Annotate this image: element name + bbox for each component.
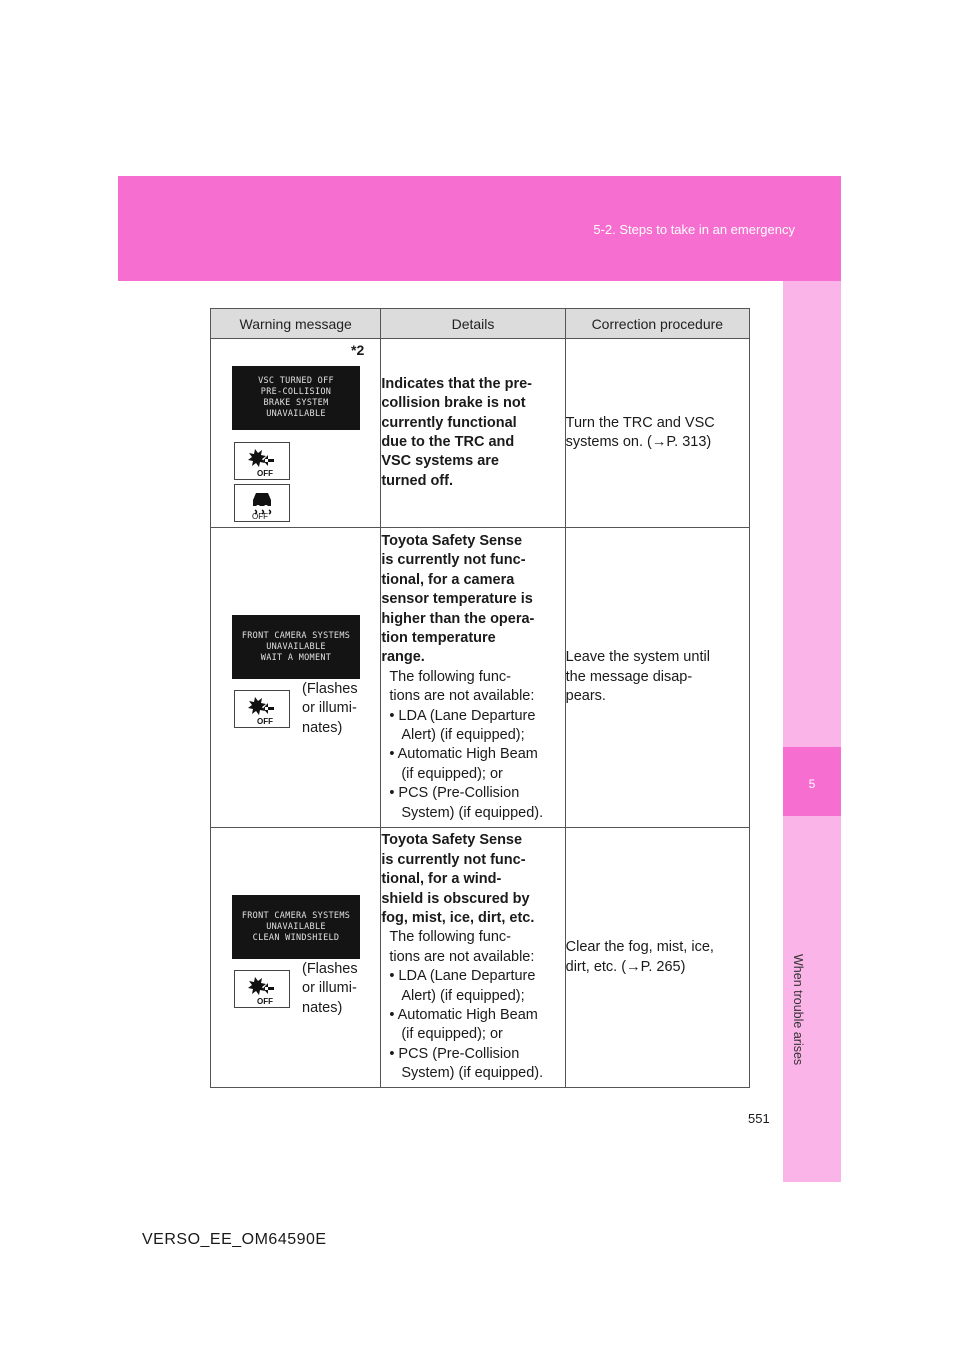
note-line: (Flashes: [302, 681, 358, 697]
details-line: tions are not available:: [389, 948, 535, 965]
vsc-off-icon: [234, 484, 290, 522]
details-line: The following func-: [389, 668, 512, 685]
flash-note: [302, 960, 358, 1018]
warning-cell: [211, 828, 381, 1088]
screen-line: VSC TURNED OFF: [258, 376, 334, 386]
note-line: nates): [302, 999, 343, 1016]
details-line: is currently not func-: [381, 552, 526, 569]
table-header-row: [211, 309, 750, 339]
bullet-item: • Automatic High Beam: [389, 1007, 538, 1024]
details-cell: [381, 528, 565, 828]
details-line: Toyota Safety Sense: [381, 832, 523, 849]
footnote-mark: *2: [351, 342, 365, 358]
bullet-item: Alert) (if equipped);: [401, 987, 525, 1004]
warning-table: [210, 308, 750, 1088]
correction-cell: [565, 828, 749, 1088]
note-line: nates): [302, 719, 343, 736]
bullet-item: (if equipped); or: [401, 1026, 503, 1043]
details-line: Toyota Safety Sense: [381, 532, 523, 549]
screen-line: WAIT A MOMENT: [260, 652, 332, 663]
details-line: Indicates that the pre-: [381, 375, 532, 392]
table-row: [211, 828, 750, 1088]
bullet-item: • LDA (Lane Departure: [389, 968, 536, 985]
pcs-off-icon: [234, 970, 290, 1008]
screen-line: CLEAN WINDSHIELD: [252, 932, 340, 943]
display-screen: [232, 615, 360, 679]
screen-line: PRE-COLLISION: [260, 387, 332, 397]
pcs-off-icon: [234, 690, 290, 728]
chapter-title: [791, 850, 833, 1066]
svg-text:OFF: OFF: [252, 512, 268, 521]
screen-line: FRONT CAMERA SYSTEMS: [241, 910, 351, 921]
details-line: The following func-: [389, 929, 512, 946]
screen-line: UNAVAILABLE: [266, 409, 326, 419]
screen-line: BRAKE SYSTEM: [263, 398, 329, 408]
chapter-title-text: When trouble arises: [791, 954, 805, 1066]
correction-line: dirt, etc. (→P. 265): [565, 958, 686, 975]
table-row: [211, 339, 750, 528]
details-line: shield is obscured by: [381, 890, 530, 907]
display-screen: [232, 366, 360, 430]
correction-cell: [565, 339, 749, 528]
details-line: tional, for a wind-: [381, 871, 502, 888]
note-line: (Flashes: [302, 961, 358, 977]
correction-cell: [565, 528, 749, 828]
details-line: tions are not available:: [389, 688, 535, 705]
details-cell: [381, 339, 565, 528]
note-line: or illumi-: [302, 700, 357, 717]
pcs-off-icon: [234, 442, 290, 480]
details-line: collision brake is not: [381, 395, 526, 412]
correction-line: systems on. (→P. 313): [565, 434, 712, 450]
svg-text:OFF: OFF: [257, 469, 273, 478]
correction-line: Turn the TRC and VSC: [565, 414, 715, 431]
note-line: or illumi-: [302, 980, 357, 997]
col-header-details: Details: [381, 309, 565, 339]
chapter-number: 5: [808, 777, 816, 791]
details-line: due to the TRC and: [381, 434, 515, 450]
details-line: is currently not func-: [381, 851, 526, 868]
document-code: VERSO_EE_OM64590E: [142, 1231, 327, 1248]
warning-cell: [211, 339, 381, 528]
correction-line: Clear the fog, mist, ice,: [565, 939, 714, 956]
details-line: higher than the opera-: [381, 610, 535, 627]
col-header-warning: Warning message: [211, 309, 381, 339]
chapter-tab: [783, 747, 841, 816]
details-line: tion temperature: [381, 629, 496, 646]
flash-note: [302, 680, 358, 738]
details-line: tional, for a camera: [381, 571, 515, 588]
details-cell: [381, 828, 565, 1088]
display-screen: [232, 895, 360, 959]
bullet-item: (if equipped); or: [401, 765, 503, 782]
details-line: sensor temperature is: [381, 591, 533, 608]
screen-line: UNAVAILABLE: [266, 641, 326, 652]
warning-cell: [211, 528, 381, 828]
correction-line: the message disap-: [565, 668, 693, 685]
correction-line: pears.: [565, 688, 606, 705]
bullet-item: • Automatic High Beam: [389, 746, 538, 763]
svg-text:OFF: OFF: [257, 717, 273, 726]
screen-line: UNAVAILABLE: [266, 921, 326, 932]
bullet-item: • PCS (Pre-Collision: [389, 1045, 520, 1062]
page-number: 551: [748, 1111, 770, 1126]
details-line: VSC systems are: [381, 453, 499, 470]
screen-line: FRONT CAMERA SYSTEMS: [241, 630, 351, 641]
svg-text:OFF: OFF: [257, 997, 273, 1006]
bullet-item: System) (if equipped).: [401, 1065, 544, 1082]
bullet-item: • PCS (Pre-Collision: [389, 785, 520, 802]
col-header-correction: Correction procedure: [565, 309, 749, 339]
section-title: 5-2. Steps to take in an emergency: [593, 222, 795, 237]
correction-line: Leave the system until: [565, 649, 710, 666]
details-line: range.: [381, 649, 425, 666]
details-line: fog, mist, ice, dirt, etc.: [381, 909, 535, 926]
table-row: [211, 528, 750, 828]
header-band: [118, 176, 841, 281]
details-line: currently functional: [381, 414, 517, 431]
bullet-item: • LDA (Lane Departure: [389, 707, 536, 724]
bullet-item: Alert) (if equipped);: [401, 727, 525, 744]
details-line: turned off.: [381, 472, 453, 489]
bullet-item: System) (if equipped).: [401, 804, 544, 821]
